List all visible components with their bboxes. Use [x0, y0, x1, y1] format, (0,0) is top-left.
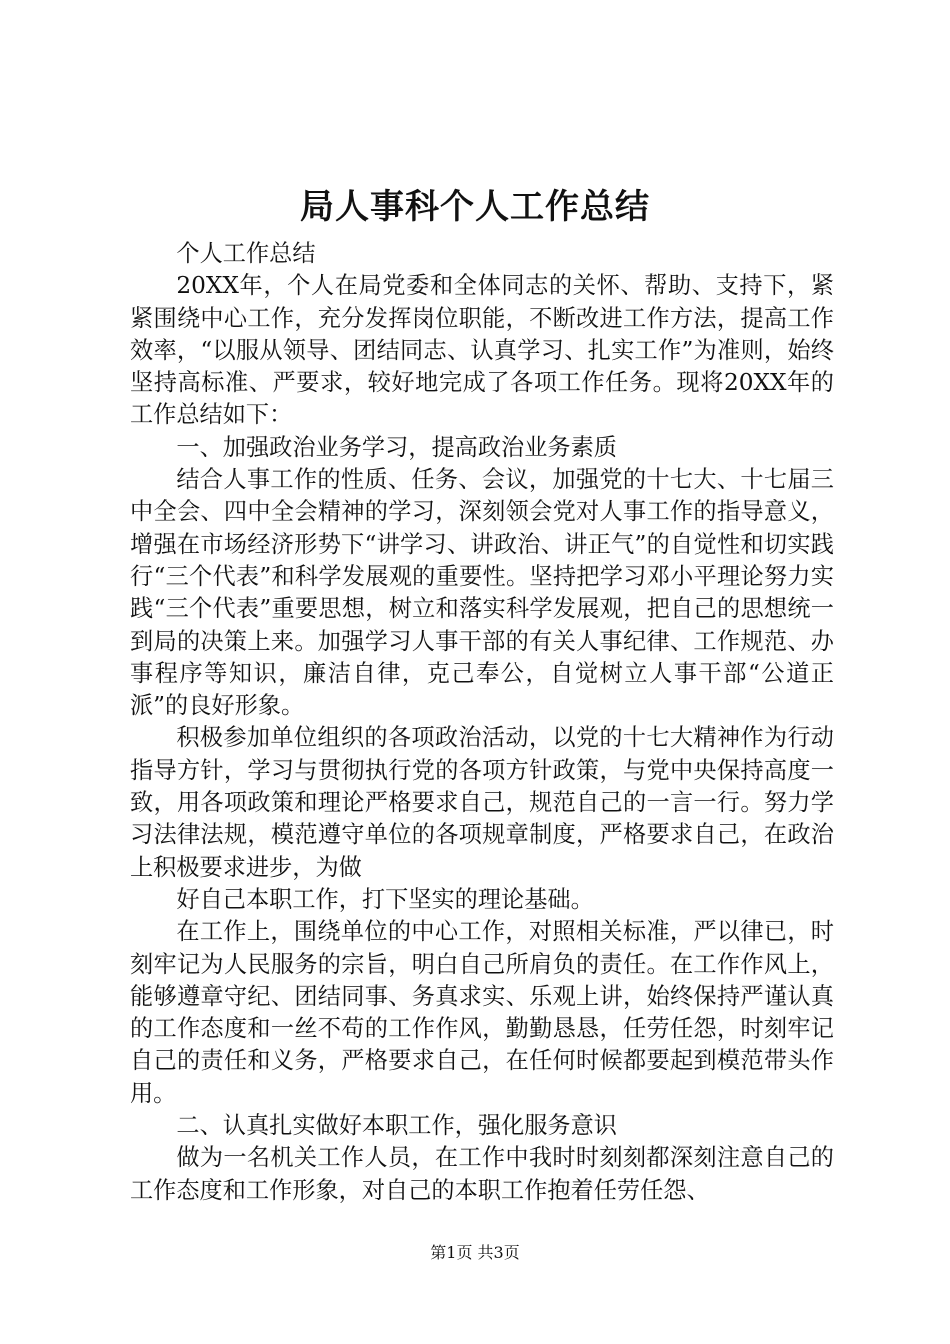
section-heading-2: 二、认真扎实做好本职工作，强化服务意识	[176, 1112, 617, 1140]
section-heading-1: 一、加强政治业务学习，提高政治业务素质	[176, 433, 617, 461]
paragraph-intro: 20XX年，个人在局党委和全体同志的关怀、帮助、支持下，紧紧围绕中心工作，充分发挥岗位职能，不断改进工作方法，提高工作效率，“以服从领导、团结同志、认真学习、扎实工作”为准则，始终坚持高标准、严要求，较好地完成了各项工作任务。现将20XX年的工作总结如下：	[130, 272, 834, 429]
paragraph-foundation: 好自己本职工作，打下坚实的理论基础。	[176, 885, 594, 913]
paragraph-activities: 积极参加单位组织的各项政治活动，以党的十七大精神作为行动指导方针，学习与贯彻执行党的各项方针政策，与党中央保持高度一致，用各项政策和理论严格要求自己，规范自己的一言一行。努力学习法律法规，模范遵守单位的各项规章制度，严格要求自己，在政治上积极要求进步，为做	[130, 724, 834, 881]
paragraph-subtitle: 个人工作总结	[176, 240, 316, 267]
document-body	[130, 238, 834, 1207]
page-number-footer: 第1页 共3页	[430, 1243, 520, 1262]
paragraph-work: 在工作上，围绕单位的中心工作，对照相关标准，严以律已，时刻牢记为人民服务的宗旨，明白自己所肩负的责任。在工作作风上，能够遵章守纪、团结同事、务真求实、乐观上讲，始终保持严谨认真的工作态度和一丝不苟的工作作风，勤勤恳恳，任劳任怨，时刻牢记自己的责任和义务，严格要求自己，在任何时候都要起到模范带头作用。	[130, 918, 834, 1107]
paragraph-study: 结合人事工作的性质、任务、会议，加强党的十七大、十七届三中全会、四中全会精神的学习，深刻领会党对人事工作的指导意义，增强在市场经济形势下“讲学习、讲政治、讲正气”的自觉性和切实践行“三个代表”和科学发展观的重要性。坚持把学习邓小平理论努力实践“三个代表”重要思想，树立和落实科学发展观，把自己的思想统一到局的决策上来。加强学习人事干部的有关人事纪律、工作规范、办事程序等知识，廉洁自律，克己奉公，自觉树立人事干部“公道正派”的良好形象。	[130, 466, 834, 720]
document-title: 局人事科个人工作总结	[300, 187, 650, 227]
paragraph-service: 做为一名机关工作人员，在工作中我时时刻刻都深刻注意自己的工作态度和工作形象，对自己的本职工作抱着任劳任怨、	[130, 1144, 834, 1204]
